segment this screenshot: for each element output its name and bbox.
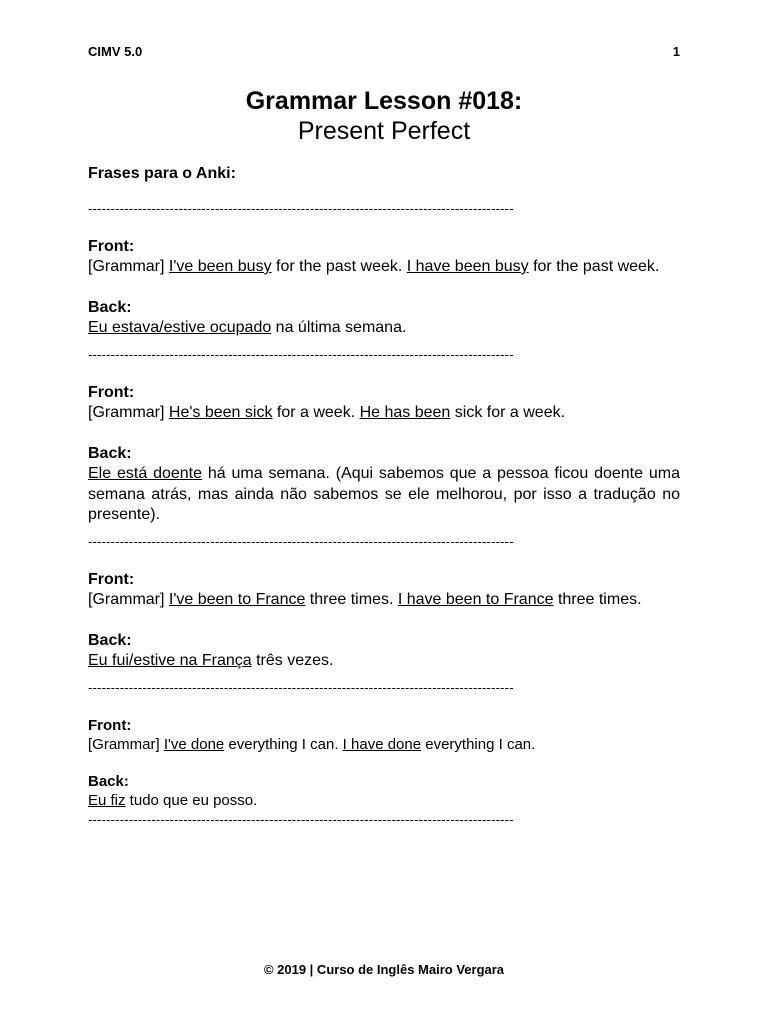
text-segment: [Grammar]	[88, 404, 169, 421]
separator: ----------------------------------------------------------------------------------------------	[88, 679, 514, 695]
text-segment: everything I can.	[224, 735, 343, 753]
flashcard	[88, 383, 680, 526]
back-label: Back:	[88, 298, 132, 316]
text-segment: [Grammar]	[88, 735, 164, 753]
back-text	[88, 651, 680, 672]
highlighted-phrase: Eu fui/estive na França	[88, 652, 252, 669]
header-version: CIMV 5.0	[88, 44, 143, 59]
back-label: Back:	[88, 444, 132, 462]
front-text	[88, 590, 680, 611]
highlighted-phrase: Ele está doente	[88, 465, 203, 482]
highlighted-phrase: Eu estava/estive ocupado	[88, 319, 272, 336]
page-header	[88, 44, 680, 59]
front-text	[88, 735, 680, 754]
text-segment: three times.	[553, 591, 642, 608]
highlighted-phrase: I have been busy	[406, 258, 529, 275]
intro-heading: Frases para o Anki:	[88, 165, 236, 182]
highlighted-phrase: I have done	[342, 735, 422, 753]
highlighted-phrase: Eu fiz	[88, 791, 126, 809]
front-label: Front:	[88, 383, 135, 401]
separator: ----------------------------------------------------------------------------------------------	[88, 346, 514, 362]
text-segment: na última semana.	[271, 319, 407, 336]
back-label: Back:	[88, 772, 129, 790]
highlighted-phrase: I've done	[163, 735, 225, 753]
flashcard	[88, 570, 680, 672]
text-segment: tudo que eu posso.	[125, 791, 258, 809]
lesson-subtitle: Present Perfect	[297, 117, 471, 145]
highlighted-phrase: I've been busy	[168, 258, 272, 275]
highlighted-phrase: I have been to France	[397, 591, 554, 608]
text-segment: há uma semana. (Aqui sabemos que a pessoa ficou doente uma semana atrás, mas ainda não sabemos se ele melhorou, por isso a tradução no presente).	[88, 465, 680, 523]
flashcard	[88, 237, 680, 339]
highlighted-phrase: He's been sick	[168, 404, 273, 421]
back-text	[88, 318, 680, 339]
page-number: 1	[672, 44, 680, 59]
text-segment: for a week.	[272, 404, 360, 421]
front-text	[88, 257, 680, 278]
title-block	[0, 86, 768, 146]
highlighted-phrase: I've been to France	[168, 591, 306, 608]
separator: ----------------------------------------------------------------------------------------------	[88, 811, 514, 827]
copyright-footer: © 2019 | Curso de Inglês Mairo Vergara	[263, 962, 505, 977]
front-label: Front:	[88, 570, 135, 588]
back-text	[88, 791, 680, 810]
lesson-title: Grammar Lesson #018:	[245, 87, 523, 115]
separator: ----------------------------------------------------------------------------------------------	[88, 200, 514, 216]
text-segment: three times.	[305, 591, 398, 608]
flashcard	[88, 716, 680, 810]
back-label: Back:	[88, 631, 132, 649]
back-text	[88, 464, 680, 526]
text-segment: for the past week.	[271, 258, 407, 275]
text-segment: sick for a week.	[450, 404, 566, 421]
front-label: Front:	[88, 237, 135, 255]
text-segment: [Grammar]	[88, 591, 169, 608]
separator: ----------------------------------------------------------------------------------------------	[88, 533, 514, 549]
highlighted-phrase: He has been	[359, 404, 451, 421]
lesson-content	[88, 164, 680, 830]
text-segment: everything I can.	[421, 735, 536, 753]
front-label: Front:	[88, 716, 132, 734]
text-segment: for the past week.	[528, 258, 660, 275]
text-segment: [Grammar]	[88, 258, 169, 275]
front-text	[88, 403, 680, 424]
text-segment: três vezes.	[251, 652, 334, 669]
